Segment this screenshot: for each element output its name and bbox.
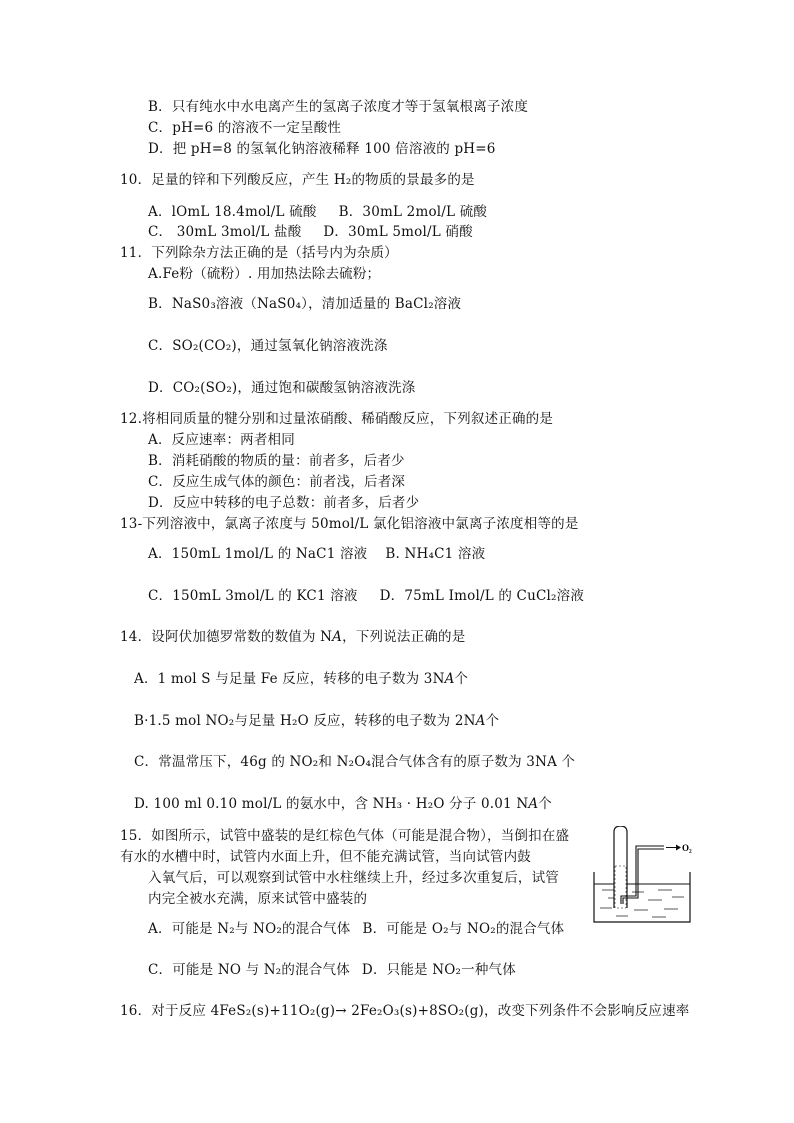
q13-option-a: A．150mL 1mol/L 的 NaC1 溶液 bbox=[148, 546, 368, 562]
q11-option-b: B．NaS0₃溶液（NaS0₄），清加适量的 BaCl₂溶液 bbox=[148, 296, 462, 312]
q15-stem-line2: 有水的水槽中时，试管内水面上升，但不能充满试管，当向试管内鼓 bbox=[120, 849, 531, 865]
q15-option-c: C．可能是 NO 与 N₂的混合气体 bbox=[148, 962, 350, 978]
q9-option-b: B．只有纯水中水电离产生的氢离子浓度才等于氢氧根离子浓度 bbox=[148, 99, 529, 115]
q14-stem: 14．设阿伏加德罗常数的数值为 N𝐴，下列说法正确的是 bbox=[120, 629, 466, 645]
test-tube-trough-figure bbox=[592, 826, 692, 924]
q10-option-a: A．lOmL 18.4mol/L 硫酸 bbox=[148, 204, 317, 220]
q10-stem: 10．足量的锌和下列酸反应，产生 H₂的物质的景最多的是 bbox=[120, 172, 475, 188]
q13-option-d: D．75mL Imol/L 的 CuCl₂溶液 bbox=[379, 588, 585, 604]
q10-options-ab bbox=[148, 203, 487, 221]
figure-label-o2: O₂ bbox=[682, 843, 692, 853]
q12-stem: 12.将相同质量的犍分别和过量浓硝酸、稀硝酸反应，下列叙述正确的是 bbox=[120, 411, 554, 427]
q13-options-ab bbox=[148, 545, 485, 563]
q12-option-c: C．反应生成气体的颜色：前者浅，后者深 bbox=[148, 474, 406, 490]
q10-option-d: D．30mL 5mol/L 硝酸 bbox=[323, 224, 473, 240]
q10-option-c: C． 30mL 3mol/L 盐酸 bbox=[148, 224, 302, 240]
q15-option-a: A．可能是 N₂与 NO₂的混合气体 bbox=[148, 921, 351, 937]
q11-stem: 11．下列除杂方法正确的是（括号内为杂质） bbox=[120, 245, 398, 261]
q15-stem-line1: 15．如图所示，试管中盛装的是红棕色气体（可能是混合物），当倒扣在盛 bbox=[120, 828, 570, 844]
q12-option-b: B．消耗硝酸的物质的量：前者多，后者少 bbox=[148, 453, 405, 469]
q15-options-cd bbox=[148, 961, 516, 979]
q15-option-b: B．可能是 O₂与 NO₂的混合气体 bbox=[362, 921, 565, 937]
q12-option-d: D．反应中转移的电子总数：前者多，后者少 bbox=[148, 495, 420, 511]
q14-option-a: A．1 mol S 与足量 Fe 反应，转移的电子数为 3N𝐴个 bbox=[134, 671, 469, 687]
q11-option-c: C．SO₂(CO₂)，通过氢氧化钠溶液洗涤 bbox=[148, 338, 388, 354]
q15-stem-line4: 内完全被水充满，原来试管中盛装的 bbox=[148, 891, 368, 907]
q11-option-a: A.Fe粉（硫粉）. 用加热法除去硫粉； bbox=[148, 266, 381, 282]
q14-option-c: C．常温常压下，46g 的 NO₂和 N₂O₄混合气体含有的原子数为 3NA 个 bbox=[134, 754, 576, 770]
q9-option-c: C．pH=6 的溶液不一定呈酸性 bbox=[148, 120, 342, 136]
q9-option-d: D．把 pH=8 的氢氧化钠溶液稀释 100 倍溶液的 pH=6 bbox=[148, 141, 496, 157]
q16-stem: 16．对于反应 4FeS₂(s)+11O₂(g)→ 2Fe₂O₃(s)+8SO₂(g)，改变下列条件不会影响反应速率 bbox=[120, 1003, 690, 1019]
q15-stem-line3: 入氧气后，可以观察到试管中水柱继续上升，经过多次重复后，试管 bbox=[148, 870, 559, 886]
q10-option-b: B．30mL 2mol/L 硫酸 bbox=[338, 204, 488, 220]
q15-option-d: D．只能是 NO₂一种气体 bbox=[361, 962, 516, 978]
q10-options-cd bbox=[148, 223, 473, 241]
q12-option-a: A．反应速率：两者相同 bbox=[148, 432, 295, 448]
q11-option-d: D．CO₂(SO₂)，通过饱和碳酸氢钠溶液洗涤 bbox=[148, 380, 416, 396]
oxygen-arrowhead-icon bbox=[676, 845, 681, 851]
q14-option-d: D. 100 ml 0.10 mol/L 的氨水中，含 NH₃ · H₂O 分子 0.01 N𝐴个 bbox=[134, 796, 553, 812]
q13-options-cd bbox=[148, 587, 584, 605]
q13-stem: 13-下列溶液中，氯离子浓度与 50mol/L 氯化铝溶液中氯离子浓度相等的是 bbox=[120, 516, 579, 532]
q13-option-c: C．150mL 3mol/L 的 KC1 溶液 bbox=[148, 588, 358, 604]
q14-option-b: B·1.5 mol NO₂与足量 H₂O 反应，转移的电子数为 2N𝐴个 bbox=[134, 713, 500, 729]
water-hatching bbox=[600, 890, 684, 917]
q13-option-b: B. NH₄C1 溶液 bbox=[385, 546, 486, 562]
q15-options-ab bbox=[148, 920, 564, 938]
